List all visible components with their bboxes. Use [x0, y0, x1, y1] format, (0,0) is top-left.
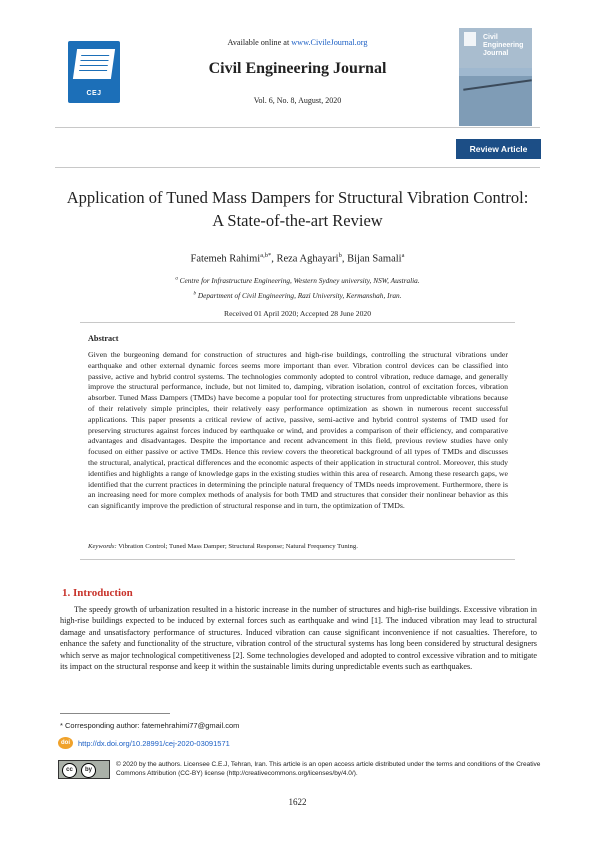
article-type-badge: Review Article: [456, 139, 541, 159]
author-name: Reza Aghayari: [276, 253, 339, 265]
section-heading: 1. Introduction: [62, 587, 133, 599]
page-number: 1622: [288, 797, 307, 807]
author-name: Bijan Samali: [347, 253, 402, 265]
license-text: © 2020 by the authors. Licensee C.E.J, Tehran, Iran. This article is an open access article distributed under the terms and conditions of the Creative Commons Attribution (CC-BY) license (http://creativecommons.org/licenses/by/4.0/).: [116, 761, 541, 778]
author-affiliation-mark: a,b*: [260, 252, 272, 259]
author-affiliation-mark: a: [401, 252, 405, 259]
by-icon: by: [81, 763, 96, 778]
available-prefix: Available online at: [227, 38, 292, 47]
affiliation: [0, 276, 595, 285]
introduction-text: The speedy growth of urbanization resulted in a historic increase in the number of structures and high-rise buildings. Excessive vibration in high-rise buildings expected to be induced by external forces such as earthquake and wind [1]. The induced vibration may lead to structural damage and unsatisfactory performance of structures. Induced vibration can cause significant inconvenience if not casualties. Therefore, to enhance the safety and functionality of the structure, vibration control of the structural systems has long been considered by structural designers which serve as major technological competitiveness [2]. Some technologies developed and adopted to control excessive vibration and to mitigate its impact on the structural response and keep it within the sustainable limits during unpredictable events such as earthquakes.: [60, 605, 537, 672]
abstract-bottom-divider: [80, 559, 515, 560]
header-divider-2: [55, 167, 540, 168]
author-name: Fatemeh Rahimi: [190, 253, 261, 265]
journal-title: Civil Engineering Journal: [208, 60, 387, 77]
article-title: Application of Tuned Mass Dampers for Structural Vibration Control: A State-of-the-art Review: [66, 188, 529, 230]
cc-icon: cc: [62, 763, 77, 778]
keywords: [88, 543, 508, 550]
author-affiliation-mark: b: [338, 252, 342, 259]
journal-website-link[interactable]: www.CivileJournal.org: [291, 38, 368, 47]
volume-info: Vol. 6, No. 8, August, 2020: [253, 96, 342, 105]
footnote-divider: [60, 713, 170, 714]
header-divider: [55, 127, 540, 128]
affiliation-text: Department of Civil Engineering, Razi University, Kermanshah, Iran.: [197, 291, 402, 300]
affiliation-mark: b: [193, 291, 196, 297]
affiliation-mark: a: [175, 276, 178, 282]
cover-logo-icon: [464, 32, 476, 46]
cover-title: Civil Engineering Journal: [483, 34, 524, 57]
doi-link[interactable]: http://dx.doi.org/10.28991/cej-2020-03091571: [78, 739, 230, 748]
affiliation-text: Centre for Infrastructure Engineering, Western Sydney university, NSW, Australia.: [179, 276, 420, 285]
cc-by-license-icon: [58, 760, 110, 779]
affiliation: [0, 291, 595, 300]
doi-icon: doi: [58, 737, 73, 749]
author-list: Fatemeh Rahimi$^{a,b*}$, Reza Aghayari$^b$, Bijan Samali$^a$: [190, 252, 405, 265]
keywords-list: Vibration Control; Tuned Mass Damper; Structural Response; Natural Frequency Tuning.: [118, 543, 358, 550]
abstract-text: Given the burgeoning demand for construction of structures and high-rise buildings, controlling the structural vibrations under earthquake and other external dynamic forces seems more important than ever. Vibration control devices can be classified into passive, active and hybrid control systems. The technologies commonly adopted to control vibration, reduce damage, and generally improve the structural performance, include, but not limited to, damping, vibration isolation, control of excitation forces, vibration absorber. Tuned Mass Dampers (TMDs) have become a popular tool for protecting structures from unpredictable vibrations because of their relatively simple principles, their relatively easy performance optimization as shown in numerous recent successful applications. This paper presents a critical review of active, passive, semi-active and hybrid control systems of TMD used for preserving structures against forces induced by earthquake or wind, and provides a comparison of their efficiency, and comparative advantages and disadvantages. Despite the importance and recent advancement in this field, previous review studies have only focused on either passive or active TMDs. Hence this review covers the theoretical background of all types of TMDs and discusses the structural, analytical, practical differences and the economic aspects of their application in structural control. Moreover, this study identifies and highlights a range of knowledge gaps in the existing studies within this area of research. Among these research gaps, we identified that the current practices in determining the principle natural frequency of TMDs needs improvement. Furthermore, there is an increasing need for more complex methods of analysis for both TMD and structures that consider their nonlinear behavior as this can significantly improve the prediction of structural response and in turn, the optimization of TMDs.: [88, 350, 508, 511]
logo-text: CEJ: [86, 90, 102, 97]
journal-cover-image: [459, 28, 532, 126]
received-accepted-dates: Received 01 April 2020; Accepted 28 June 2020: [224, 309, 371, 318]
abstract-top-divider: [80, 322, 515, 323]
corresponding-author: * Corresponding author: fatemehrahimi77@gmail.com: [60, 721, 240, 730]
keywords-label: Keywords:: [88, 543, 117, 550]
abstract-heading: Abstract: [88, 334, 119, 343]
